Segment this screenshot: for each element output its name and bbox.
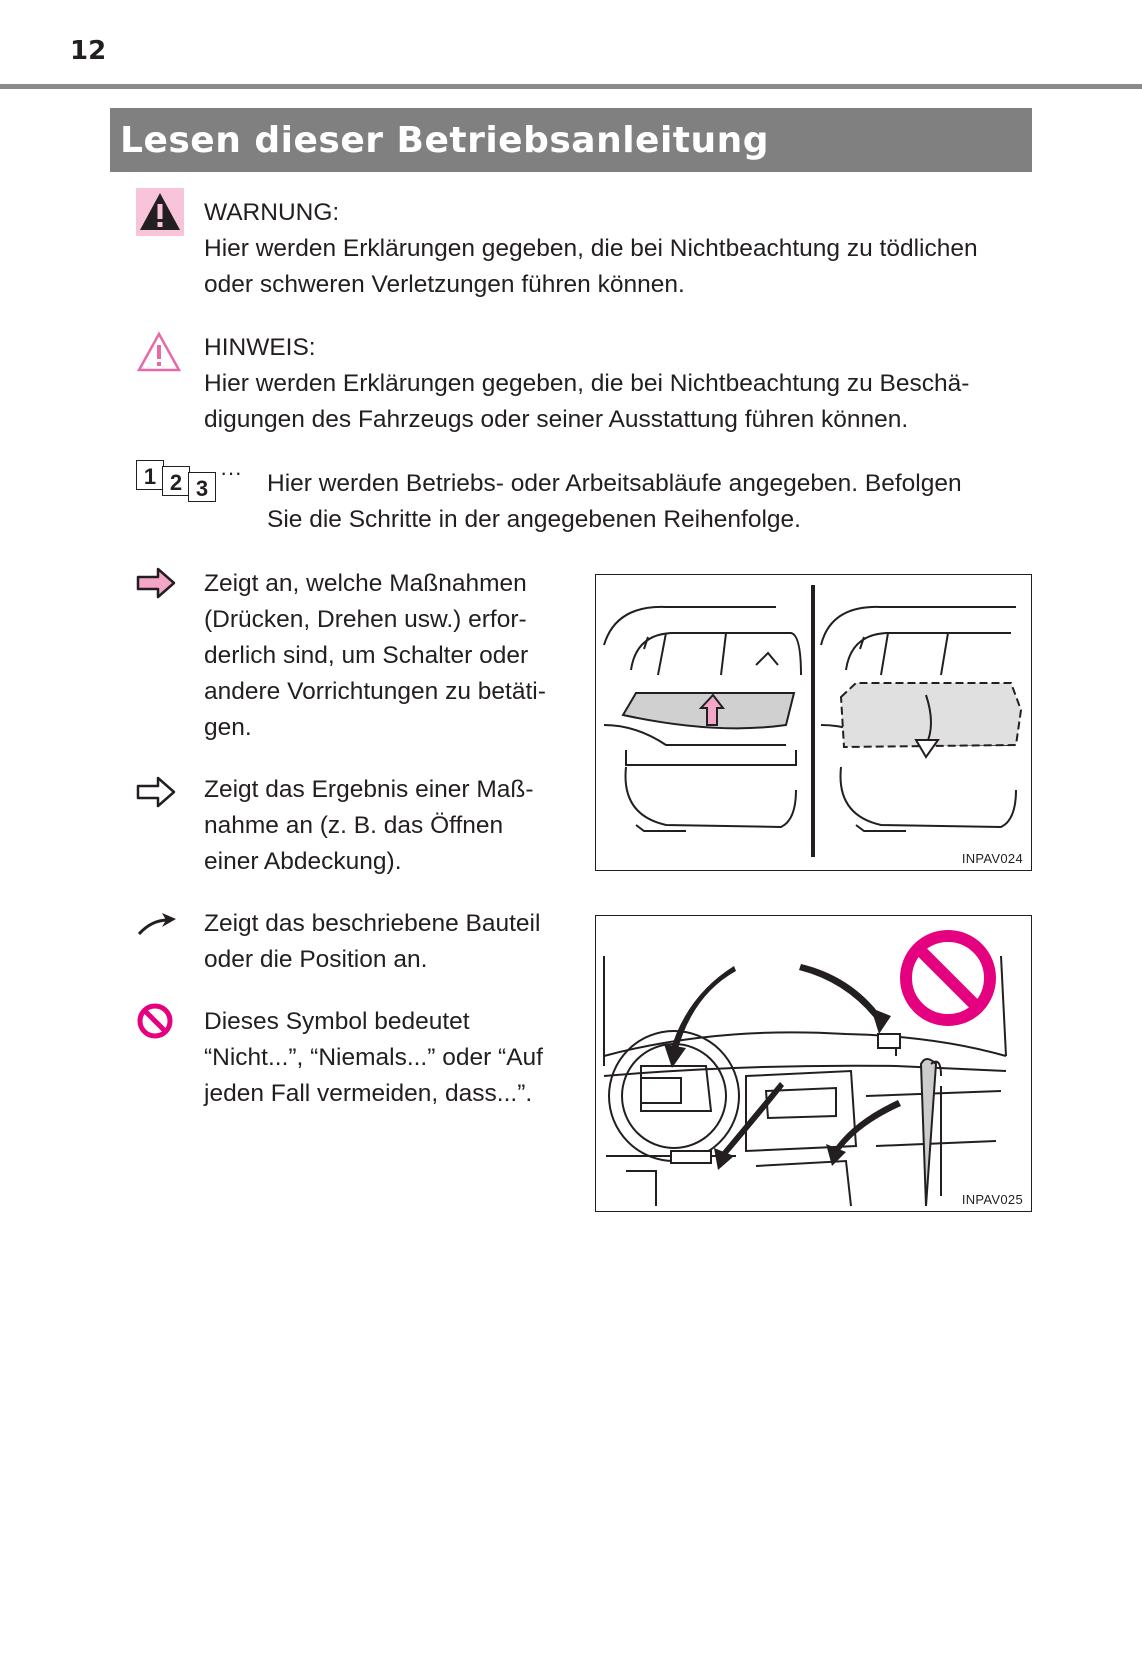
figure-label: INPAV025 [961,1192,1023,1207]
figure-dashboard [595,915,1032,1212]
result-line: nahme an (z. B. das Öffnen [204,812,504,839]
prohibited-icon [136,1002,174,1045]
result-arrow-icon [136,775,176,814]
action-line: gen. [204,714,252,741]
component-line: oder die Position an. [204,946,428,973]
overhead-console-illustration [596,575,1031,870]
notice-triangle-icon [136,331,182,378]
component-line: Zeigt das beschriebene Bauteil [204,910,541,937]
prohibited-text [204,1004,570,1112]
action-text [204,566,570,746]
warning-heading: WARNUNG: [204,199,340,226]
notice-text [204,330,1034,438]
step-digit: 1 [136,460,164,490]
section-title: Lesen dieser Betriebsanleitung [120,119,770,161]
page-number: 12 [70,36,107,66]
action-line: derlich sind, um Schalter oder [204,642,529,669]
prohibited-line: “Nicht...”, “Niemals...” oder “Auf [204,1044,543,1071]
warning-text [204,195,1034,303]
dashboard-illustration [596,916,1031,1211]
action-line: andere Vorrichtungen zu betäti- [204,678,546,705]
step-ellipsis: ··· [220,460,242,485]
prohibited-line: Dieses Symbol bedeutet [204,1008,470,1035]
component-text [204,906,570,978]
figure-label: INPAV024 [961,851,1023,866]
header-rule [0,84,1142,89]
result-line: Zeigt das Ergebnis einer Maß- [204,776,534,803]
steps-line: Sie die Schritte in der angegebenen Reihenfolge. [267,506,801,533]
notice-heading: HINWEIS: [204,334,316,361]
action-arrow-icon [136,566,176,605]
warning-line: oder schweren Verletzungen führen können. [204,271,685,298]
prohibited-line: jeden Fall vermeiden, dass...”. [204,1080,533,1107]
step-digit: 2 [162,466,190,496]
result-text [204,772,570,880]
section-title-bar [110,108,1032,172]
pointer-arrow-icon [136,910,178,943]
steps-text [267,466,1022,538]
notice-line: digungen des Fahrzeugs oder seiner Ausstattung führen können. [204,406,909,433]
step-numbers-icon [136,460,256,502]
action-line: (Drücken, Drehen usw.) erfor- [204,606,527,633]
warning-triangle-icon [136,188,184,241]
result-line: einer Abdeckung). [204,848,402,875]
notice-line: Hier werden Erklärungen gegeben, die bei Nichtbeachtung zu Beschä- [204,370,970,397]
steps-line: Hier werden Betriebs- oder Arbeitsabläufe angegeben. Befolgen [267,470,962,497]
action-line: Zeigt an, welche Maßnahmen [204,570,527,597]
step-digit: 3 [188,472,216,502]
figure-overhead-console [595,574,1032,871]
warning-line: Hier werden Erklärungen gegeben, die bei Nichtbeachtung zu tödlichen [204,235,978,262]
